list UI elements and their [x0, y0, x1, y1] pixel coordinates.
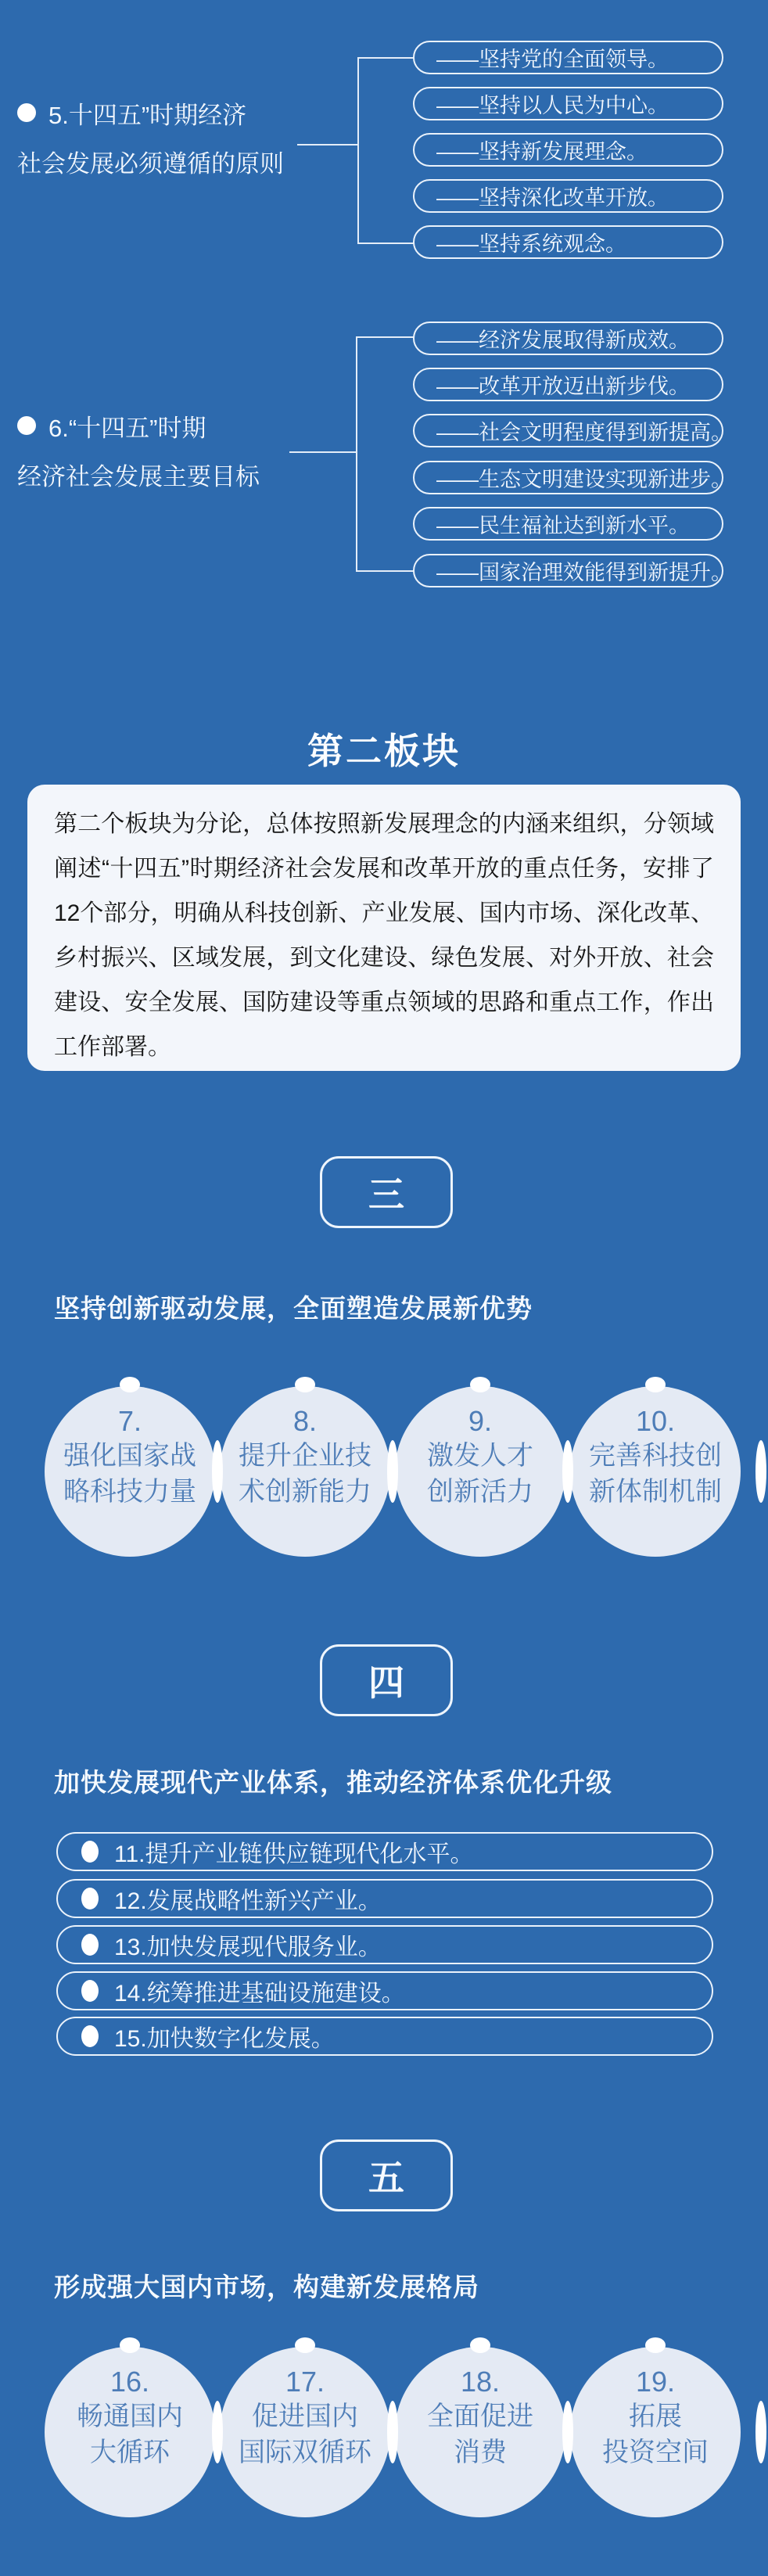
knob-icon [120, 2337, 140, 2353]
section-three-badge [320, 1156, 453, 1228]
circle-number: 17. [285, 2366, 325, 2398]
circle-line2: 大循环 [90, 2438, 170, 2467]
circle-line1: 拓展 [629, 2402, 682, 2431]
section-five-heading: 形成强大国内市场，构建新发展格局 [54, 2272, 479, 2301]
knob-icon [295, 2337, 315, 2353]
block2-title: 第二板块 [307, 731, 461, 771]
goals-title-line2: 经济社会发展主要目标 [17, 462, 260, 490]
principle-pill: ——坚持以人民为中心。 [413, 87, 723, 120]
bullet-dot-icon [81, 1934, 99, 1956]
circle-line2: 新体制机制 [589, 1477, 722, 1507]
bullet-dot-icon [81, 1841, 99, 1863]
goal-pill: ——经济发展取得新成效。 [413, 322, 723, 355]
branch-line-bottom [357, 243, 415, 244]
circle-number: 16. [109, 2366, 150, 2398]
section-four-numeral: 四 [368, 1662, 404, 1703]
circle-line1: 畅通国内 [77, 2402, 183, 2431]
circle-number: 18. [460, 2366, 501, 2398]
circle-link-icon [387, 1440, 398, 1503]
circle-number: 7. [117, 1405, 142, 1437]
topic-circle-8 [220, 1386, 390, 1557]
principle-pill: ——坚持系统观念。 [413, 225, 723, 259]
goal-pill: ——国家治理效能得到新提升。 [413, 554, 723, 587]
section-four-heading: 加快发展现代产业体系，推动经济体系优化升级 [54, 1768, 612, 1797]
goal-pill: ——改革开放迈出新步伐。 [413, 368, 723, 401]
circle-link-icon [755, 1440, 766, 1503]
principles-title-line2: 社会发展必须遵循的原则 [17, 149, 284, 178]
bullet-dot-icon [81, 1888, 99, 1910]
circle-number: 19. [635, 2366, 676, 2398]
circle-link-icon [562, 1440, 573, 1503]
topic-circle-19 [570, 2347, 741, 2517]
circle-line1: 全面促进 [427, 2402, 533, 2431]
task-row-text: 15.加快数字化发展。 [114, 2026, 335, 2052]
section-three-numeral: 三 [368, 1174, 404, 1215]
branch-line-vertical [357, 57, 359, 244]
topic-circle-7 [45, 1386, 215, 1557]
circle-line2: 创新活力 [427, 1477, 533, 1507]
circle-line2: 国际双循环 [239, 2438, 371, 2467]
principle-pill: ——坚持深化改革开放。 [413, 179, 723, 213]
bullet-dot-icon [17, 416, 36, 435]
knob-icon [295, 1377, 315, 1392]
branch-line-bottom [356, 570, 415, 572]
branch-line-label [289, 451, 356, 453]
branch-line-top [356, 336, 415, 338]
circle-link-icon [562, 2401, 573, 2463]
principles-title-line1: 5.十四五”时期经济 [48, 101, 247, 129]
circle-number: 9. [468, 1405, 493, 1437]
circle-line1: 提升企业技 [239, 1441, 371, 1471]
section-three-heading: 坚持创新驱动发展，全面塑造发展新优势 [54, 1294, 533, 1323]
block2-intro-box [27, 785, 741, 1071]
branch-line-label [297, 144, 357, 146]
bullet-dot-icon [81, 1980, 99, 2002]
topic-circle-17 [220, 2347, 390, 2517]
goals-label-line1 [17, 408, 260, 443]
circle-line2: 略科技力量 [63, 1477, 196, 1507]
principle-pill: ——坚持党的全面领导。 [413, 41, 723, 74]
goal-pill: ——民生福祉达到新水平。 [413, 507, 723, 541]
principles-label [17, 95, 284, 178]
circle-line1: 完善科技创 [589, 1441, 722, 1471]
topic-circle-9 [395, 1386, 565, 1557]
section-five-numeral: 五 [368, 2157, 404, 2198]
topic-circle-18 [395, 2347, 565, 2517]
bullet-dot-icon [81, 2025, 99, 2047]
knob-icon [470, 2337, 490, 2353]
goals-label [17, 408, 260, 491]
circle-line1: 激发人才 [427, 1441, 533, 1471]
circle-line1: 促进国内 [252, 2402, 358, 2431]
circle-line2: 术创新能力 [239, 1477, 371, 1507]
topic-circle-10 [570, 1386, 741, 1557]
goal-pill: ——生态文明建设实现新进步。 [413, 461, 723, 494]
topic-circle-16 [45, 2347, 215, 2517]
task-row-text: 11.提升产业链供应链现代化水平。 [114, 1841, 474, 1867]
branch-line-top [357, 57, 415, 59]
knob-icon [470, 1377, 490, 1392]
circle-link-icon [212, 2401, 223, 2463]
task-row-14 [56, 1971, 713, 2010]
knob-icon [120, 1377, 140, 1392]
circle-link-icon [755, 2401, 766, 2463]
goal-pill: ——社会文明程度得到新提高。 [413, 414, 723, 447]
circle-link-icon [387, 2401, 398, 2463]
circle-line2: 消费 [454, 2438, 507, 2467]
section-five-badge [320, 2139, 453, 2211]
branch-line-vertical [356, 336, 357, 572]
bullet-dot-icon [17, 103, 36, 122]
task-row-text: 14.统筹推进基础设施建设。 [114, 1981, 405, 2007]
circle-number: 10. [635, 1405, 676, 1437]
principle-pill: ——坚持新发展理念。 [413, 133, 723, 167]
knob-icon [645, 2337, 666, 2353]
knob-icon [645, 1377, 666, 1392]
principles-label-line1 [17, 95, 284, 130]
task-row-text: 12.发展战略性新兴产业。 [114, 1888, 382, 1914]
circle-link-icon [212, 1440, 223, 1503]
block2-paragraph: 第二个板块为分论，总体按照新发展理念的内涵来组织，分领域阐述“十四五”时期经济社会发展和改革开放的重点任务，安排了12个部分，明确从科技创新、产业发展、国内市场、深化改革、乡村振兴、区域发展，到文化建设、绿色发展、对外开放、社会建设、安全发展、国防建设等重点领域的思路和重点工作，作出工作部署。 [54, 811, 714, 1060]
circle-line1: 强化国家战 [63, 1441, 196, 1471]
task-row-11 [56, 1832, 713, 1871]
task-row-13 [56, 1925, 713, 1964]
task-row-12 [56, 1879, 713, 1918]
circle-line2: 投资空间 [602, 2438, 709, 2467]
task-row-15 [56, 2017, 713, 2056]
section-four-badge [320, 1644, 453, 1716]
task-row-text: 13.加快发展现代服务业。 [114, 1935, 382, 1960]
circle-number: 8. [292, 1405, 318, 1437]
goals-title-line1: 6.“十四五”时期 [48, 414, 206, 442]
